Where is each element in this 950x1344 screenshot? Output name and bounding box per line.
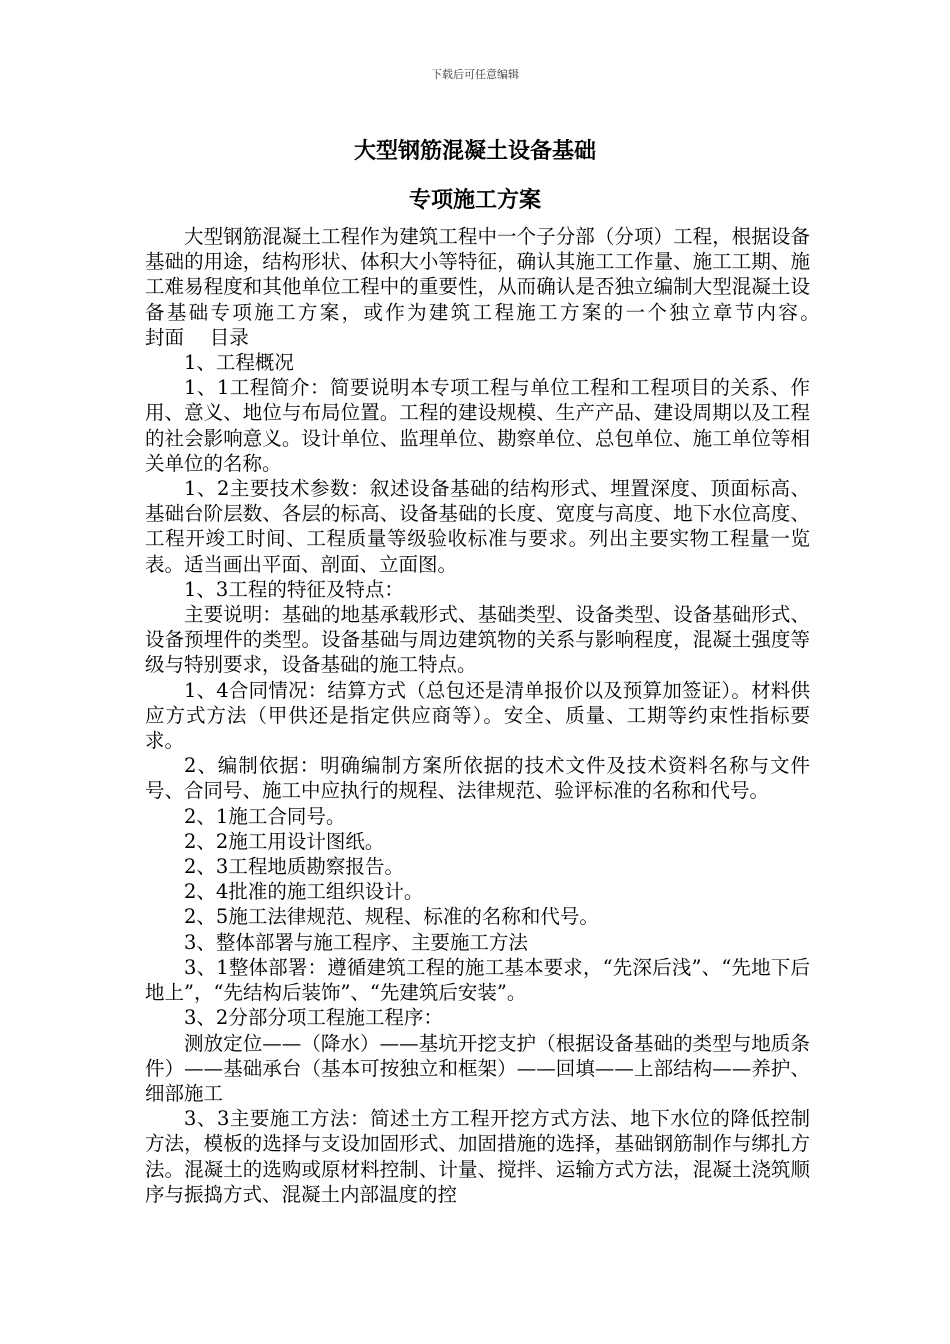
list-item-2-1: 2、1施工合同号。 [184,804,346,828]
paragraph-3-2: 测放定位——（降水）——基坑开挖支护（根据设备基础的类型与地质条件）——基础承台（基本可按独立和框架）——回填——上部结构——养护、细部施工 [145,1031,810,1105]
heading-3-2: 3、2分部分项工程施工程序： [184,1006,443,1030]
paragraph-3-1: 3、1整体部署：遵循建筑工程的施工基本要求，“先深后浅”、“先地下后地上”，“先结构后装饰”、“先建筑后安装”。 [145,955,810,1005]
list-item-2-4: 2、4批准的施工组织设计。 [184,880,424,904]
page-header-note: 下载后可任意编辑 [431,68,519,81]
paragraph-2: 2、编制依据：明确编制方案所依据的技术文件及技术资料名称与文件号、合同号、施工中应执行的规程、法律规范、验评标准的名称和代号。 [145,754,810,803]
heading-1: 1、工程概况 [184,351,294,375]
heading-1-3: 1、3工程的特征及特点： [184,577,404,601]
list-item-2-5: 2、5施工法律规范、规程、标准的名称和代号。 [184,905,599,929]
paragraph-1-1: 1、1工程简介：简要说明本专项工程与单位工程和工程项目的关系、作用、意义、地位与布局位置。工程的建设规模、生产产品、建设周期以及工程的社会影响意义。设计单位、监理单位、勘察单位、总包单位、施工单位等相关单位的名称。 [145,376,810,475]
document-body [145,224,928,1207]
list-item-2-3: 2、3工程地质勘察报告。 [184,855,404,879]
paragraph-1-4: 1、4合同情况：结算方式（总包还是清单报价以及预算加签证）。材料供应方式方法（甲供还是指定供应商等）。安全、质量、工期等约束性指标要求。 [145,678,810,753]
paragraph-intro: 大型钢筋混凝土工程作为建筑工程中一个子分部（分项）工程，根据设备基础的用途，结构形状、体积大小等特征，确认其施工工作量、施工工期、施工难易程度和其他单位工程中的重要性，从而确认是否独立编制大型混凝土设备基础专项施工方案，或作为建筑工程施工方案的一个独立章节内容。 封面 目录 [145,225,928,349]
list-item-2-2: 2、2施工用设计图纸。 [184,829,385,853]
paragraph-1-3: 主要说明：基础的地基承载形式、基础类型、设备类型、设备基础形式、设备预埋件的类型。设备基础与周边建筑物的关系与影响程度，混凝土强度等级与特别要求，设备基础的施工特点。 [145,603,810,677]
paragraph-3-3: 3、3主要施工方法：简述土方工程开挖方式方法、地下水位的降低控制方法，模板的选择与支设加固形式、加固措施的选择，基础钢筋制作与绑扎方法。混凝土的选购或原材料控制、计量、搅拌、运输方式方法，混凝土浇筑顺序与振捣方式、混凝土内部温度的控 [145,1107,810,1206]
document-subtitle: 专项施工方案 [408,188,541,213]
document-title: 大型钢筋混凝土设备基础 [353,139,596,164]
heading-3: 3、整体部署与施工程序、主要施工方法 [184,930,528,954]
paragraph-1-2: 1、2主要技术参数：叙述设备基础的结构形式、埋置深度、顶面标高、基础台阶层数、各层的标高、设备基础的长度、宽度与高度、地下水位高度、工程开竣工时间、工程质量等级验收标准与要求。列出主要实物工程量一览表。适当画出平面、剖面、立面图。 [145,477,810,576]
